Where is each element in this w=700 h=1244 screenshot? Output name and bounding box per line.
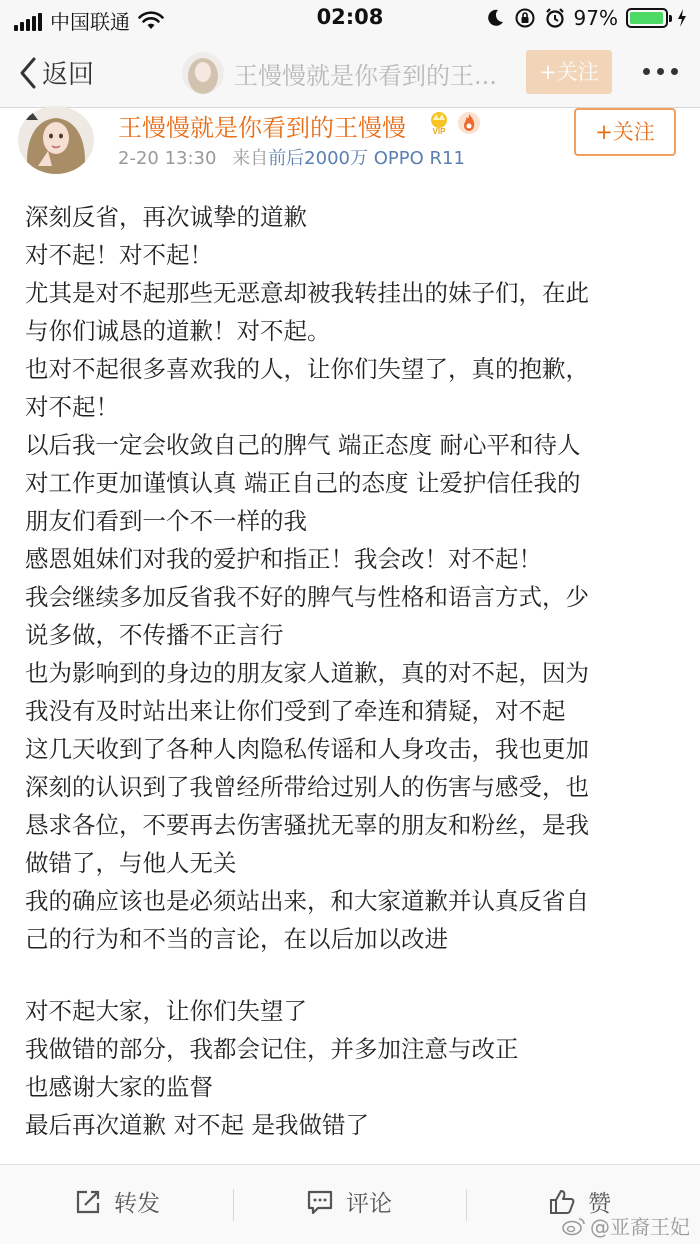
- vip-badge-icon: [424, 110, 454, 136]
- post-body: [25, 198, 680, 1144]
- follow-button[interactable]: +关注: [574, 108, 676, 156]
- post-line: 我做错的部分，我都会记住，并多加注意与改正: [25, 1035, 519, 1063]
- status-bar: [0, 0, 700, 40]
- post-line: 对不起大家，让你们失望了: [25, 997, 307, 1025]
- back-button[interactable]: [18, 54, 94, 91]
- moon-icon: [484, 7, 506, 29]
- post-line: 己的行为和不当的言论，在以后加以改进: [25, 925, 448, 953]
- repost-icon: [74, 1188, 102, 1216]
- post-line: 恳求各位，不要再去伤害骚扰无辜的朋友和粉丝，是我: [25, 811, 589, 839]
- comment-icon: [306, 1188, 334, 1216]
- post-line: 深刻反省，再次诚挚的道歉: [25, 203, 307, 231]
- post-line: 深刻的认识到了我曾经所带给过别人的伤害与感受，也: [25, 773, 589, 801]
- post-line: 说多做，不传播不正言行: [25, 621, 284, 649]
- post-line: 我的确应该也是必须站出来，和大家道歉并认真反省自: [25, 887, 589, 915]
- post-line: 也对不起很多喜欢我的人，让你们失望了，真的抱歉，: [25, 355, 589, 383]
- action-divider: [466, 1189, 467, 1221]
- nav-follow-button[interactable]: +关注: [526, 50, 612, 94]
- author-name[interactable]: 王慢慢就是你看到的王慢慢: [118, 114, 406, 142]
- post-source[interactable]: 前后2000万 OPPO R11: [268, 148, 465, 169]
- rotation-lock-icon: [514, 7, 536, 29]
- nav-user-header[interactable]: [182, 52, 497, 94]
- status-right: [484, 6, 688, 30]
- post-line: 朋友们看到一个不一样的我: [25, 507, 307, 535]
- post-meta: [118, 144, 465, 170]
- post-line: [25, 958, 680, 992]
- battery-fill: [630, 12, 663, 24]
- carrier-name: 中国联通: [50, 10, 130, 34]
- post-time: 2-20 13:30: [118, 148, 217, 169]
- post-line: 这几天收到了各种人肉隐私传谣和人身攻击，我也更加: [25, 735, 589, 763]
- battery-percent: 97%: [573, 6, 618, 30]
- nav-avatar: [182, 52, 224, 94]
- flame-badge-icon: [456, 110, 482, 136]
- comment-button[interactable]: [306, 1185, 392, 1218]
- action-divider: [233, 1189, 234, 1221]
- post-line: 以后我一定会收敛自己的脾气 端正态度 耐心平和待人: [25, 431, 581, 459]
- watermark-text: @亚裔王妃: [590, 1215, 690, 1239]
- watermark: [562, 1211, 690, 1240]
- post-line: 我没有及时站出来让你们受到了牵连和猜疑，对不起: [25, 697, 566, 725]
- clock: 02:08: [316, 5, 384, 29]
- svg-text:VIP: VIP: [432, 127, 446, 136]
- post-line: 也感谢大家的监督: [25, 1073, 213, 1101]
- source-prefix: 来自: [232, 148, 269, 169]
- like-label: 赞: [588, 1191, 611, 1217]
- comment-label: 评论: [346, 1191, 392, 1217]
- post-line: 最后再次道歉 对不起 是我做错了: [25, 1111, 369, 1139]
- post-line: 我会继续多加反省我不好的脾气与性格和语言方式，少: [25, 583, 589, 611]
- post-line: 对工作更加谨慎认真 端正自己的态度 让爱护信任我的: [25, 469, 581, 497]
- post-line: 对不起！对不起！: [25, 241, 213, 269]
- post-line: 与你们诚恳的道歉！对不起。: [25, 317, 331, 345]
- back-label: 返回: [42, 60, 95, 90]
- action-bar: [0, 1164, 700, 1244]
- nav-title: 王慢慢就是你看到的王...: [234, 61, 497, 90]
- post-line: 尤其是对不起那些无恶意却被我转挂出的妹子们，在此: [25, 279, 589, 307]
- repost-button[interactable]: [74, 1185, 160, 1218]
- post-line: 感恩姐妹们对我的爱护和指正！我会改！对不起！: [25, 545, 542, 573]
- alarm-icon: [544, 7, 566, 29]
- author-avatar[interactable]: [18, 106, 94, 174]
- battery-icon: [626, 8, 668, 28]
- weibo-logo-icon: [562, 1216, 586, 1236]
- post-line: 做错了，与他人无关: [25, 849, 237, 877]
- repost-label: 转发: [114, 1191, 160, 1217]
- charging-icon: [676, 8, 688, 28]
- chevron-left-icon: [18, 56, 38, 90]
- more-options-icon[interactable]: [643, 68, 678, 75]
- post-line: 也为影响到的身边的朋友家人道歉，真的对不起，因为: [25, 659, 589, 687]
- post-line: 对不起！: [25, 393, 119, 421]
- navigation-bar: [0, 40, 700, 108]
